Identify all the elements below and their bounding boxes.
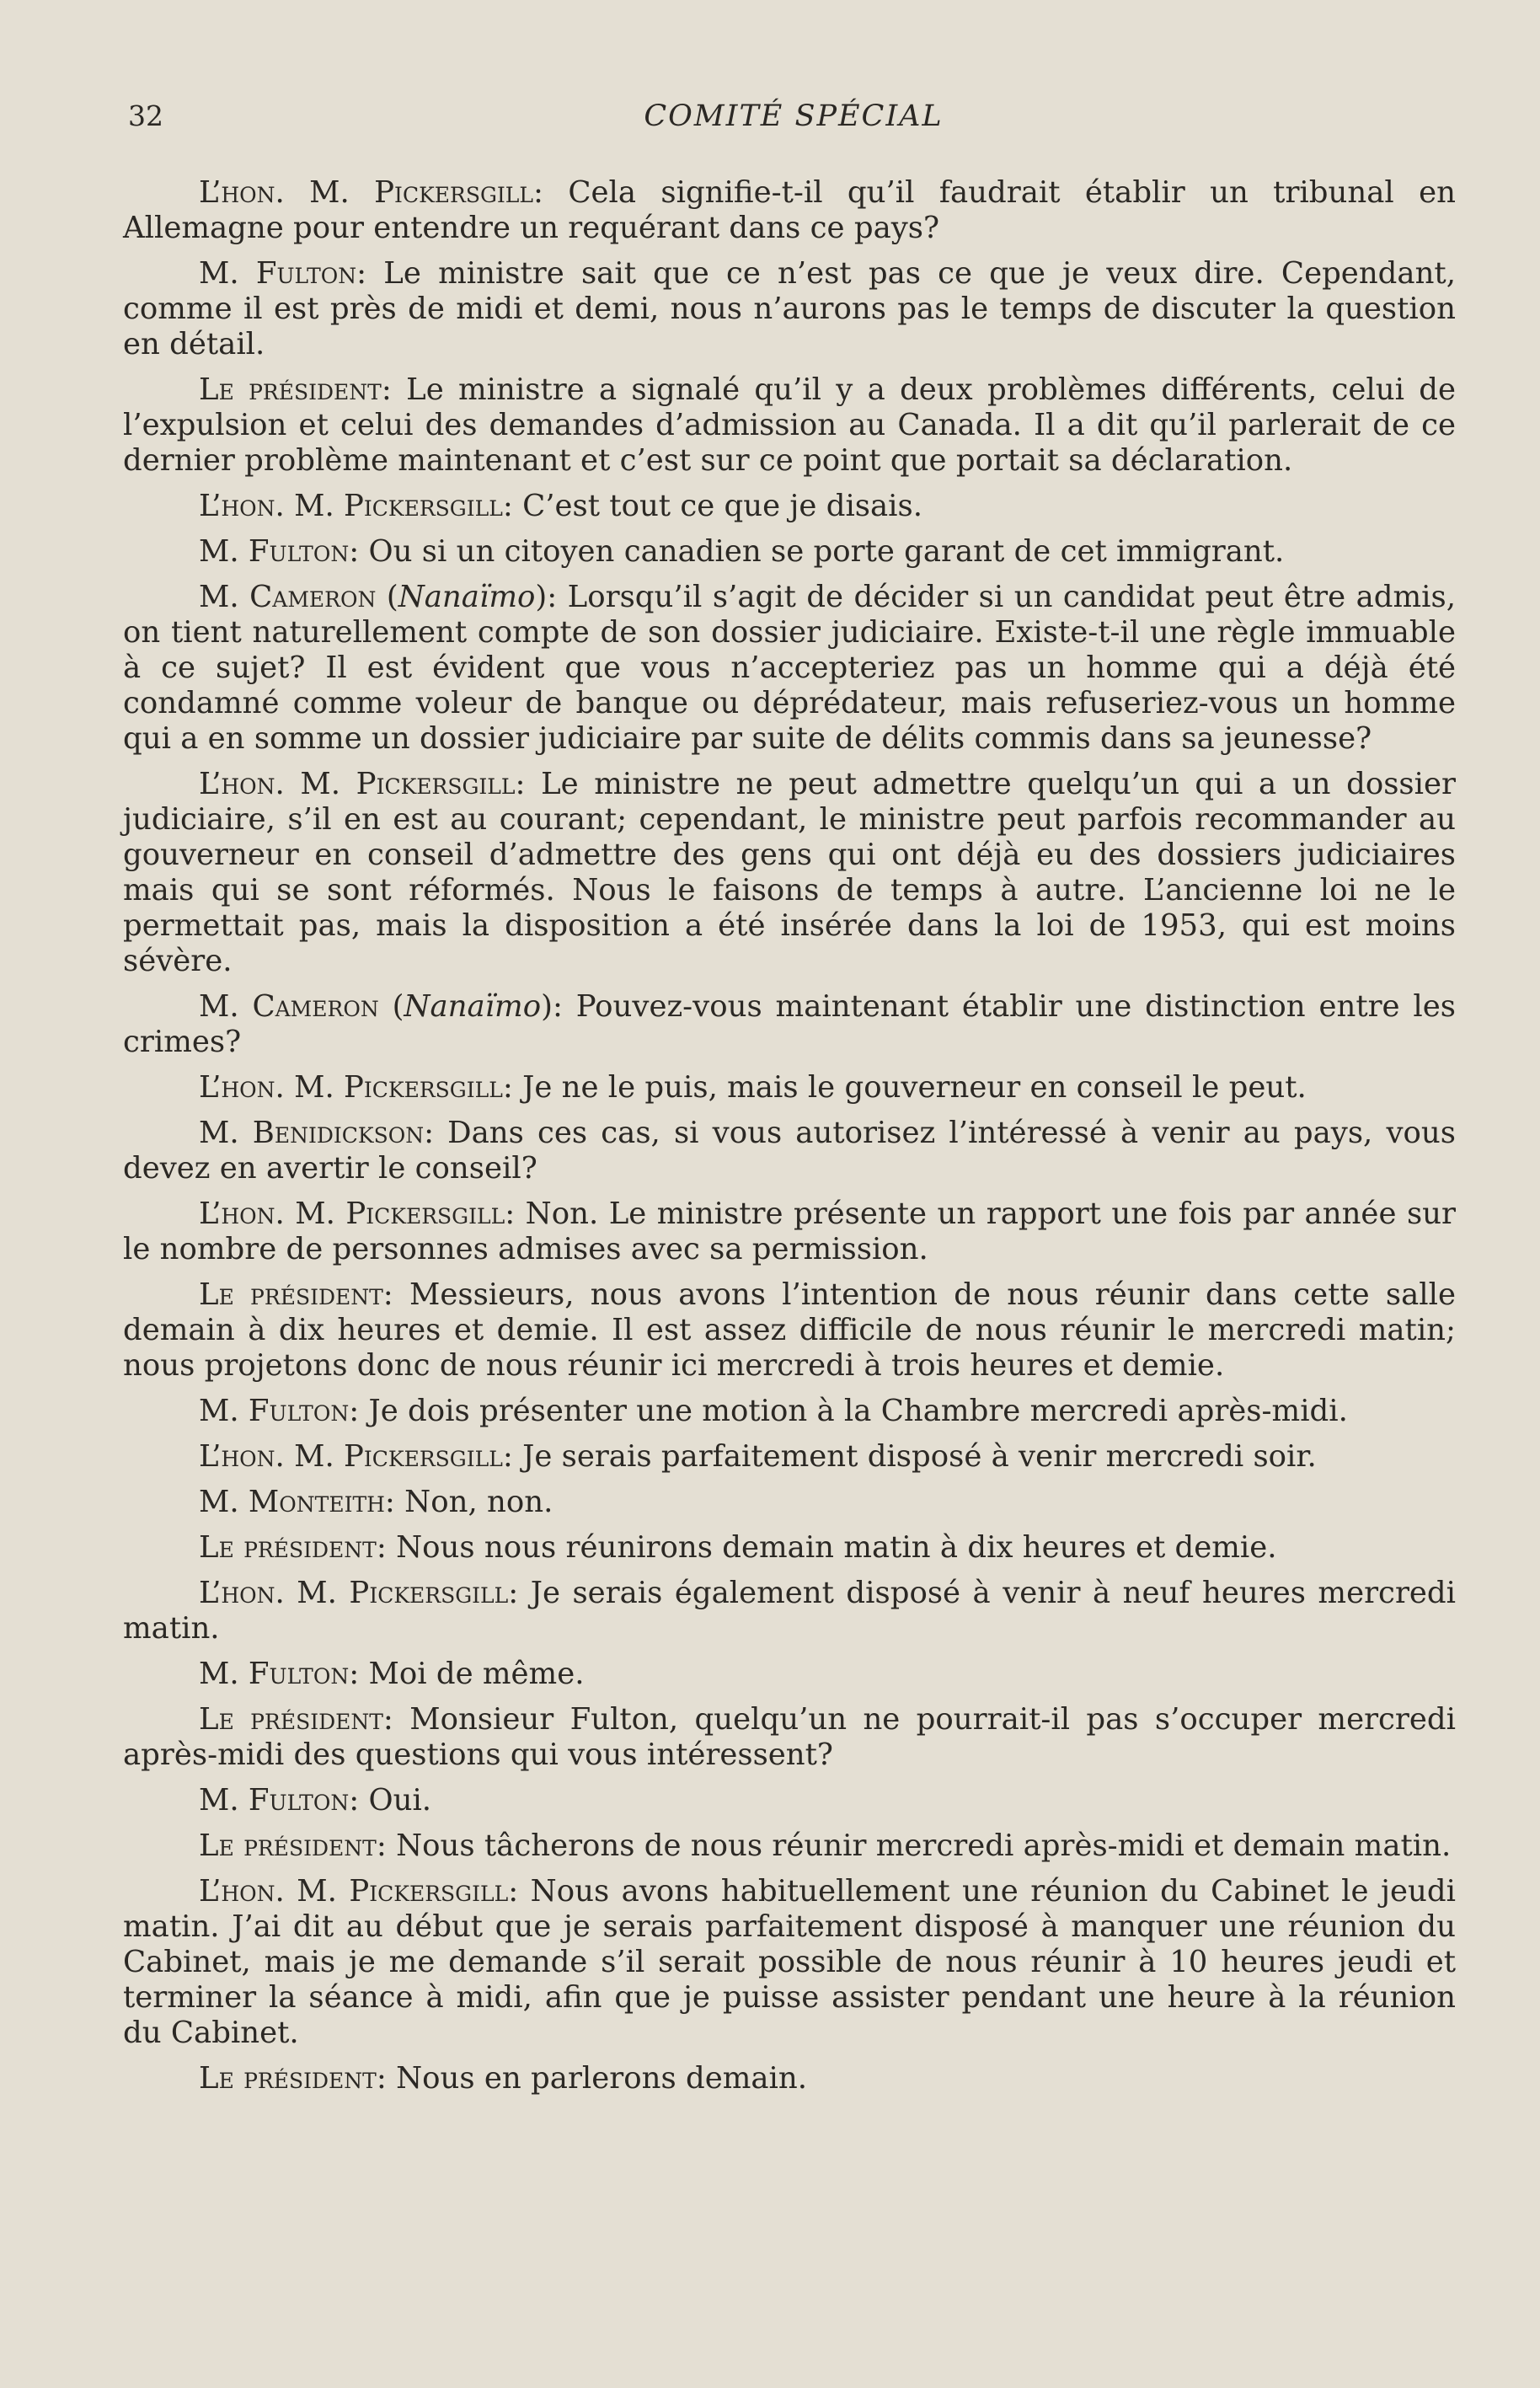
transcript-paragraph — [123, 1439, 1456, 1475]
riding-name: Nanaïmo — [398, 580, 536, 614]
speech-text: Moi de même. — [359, 1657, 585, 1691]
speech-text: Le ministre ne peut admettre quelqu’un qui a un dossier judiciaire, s’il en est au courant; cependant, le ministre peut parfois recommander au gouverneur en conseil d’admettre des gens qui ont déjà eu des dossiers judiciaires mais qui se sont réformés. Nous le faisons de temps à autre. L’ancienne loi ne le permettait pas, mais la disposition a été insérée dans la loi de 1953, qui est moins sévère. — [123, 767, 1456, 978]
speaker-name: L’hon. M. Pickersgill: — [199, 1070, 513, 1105]
speech-text: Messieurs, nous avons l’intention de nous réunir dans cette salle demain à dix heures et demie. Il est assez difficile de nous réunir le mercredi matin; nous projetons donc de nous réunir ici mercredi à trois heures et demie. — [123, 1277, 1457, 1383]
transcript-paragraph: M. Cameron (Nanaïmo): Pouvez-vous maintenant établir une distinction entre les crimes? — [123, 989, 1456, 1059]
speech-text: Cela signifie-t-il qu’il faudrait établir un tribunal en Allemagne pour entendre un requérant dans ce pays? — [123, 175, 1456, 245]
running-title: COMITÉ SPÉCIAL — [644, 99, 944, 133]
speaker-name: L’hon. M. Pickersgill: — [199, 489, 513, 523]
transcript-paragraph — [123, 175, 1456, 246]
speaker-name: M. Cameron — [199, 580, 377, 614]
page-number: 32 — [128, 99, 163, 132]
speaker-name: Le président: — [199, 372, 392, 407]
speaker-name: L’hon. M. Pickersgill: — [199, 1874, 519, 1909]
transcript-paragraph — [123, 1530, 1456, 1566]
speaker-name: L’hon. M. Pickersgill: — [199, 1576, 519, 1610]
speech-text: Nous avons habituellement une réunion du Cabinet le jeudi matin. J’ai dit au début que je serais parfaitement disposé à manquer une réunion du Cabinet, mais je me demande s’il serait possible de nous réunir à 10 heures jeudi et terminer la séance à midi, afin que je puisse assister pendant une heure à la réunion du Cabinet. — [123, 1874, 1456, 2050]
speech-text: Dans ces cas, si vous autorisez l’intéressé à venir au pays, vous devez en avertir le conseil? — [123, 1116, 1456, 1186]
speaker-name: Le président: — [199, 1702, 393, 1737]
speech-text: Je dois présenter une motion à la Chambre mercredi après-midi. — [359, 1394, 1348, 1428]
transcript-paragraph — [123, 1070, 1456, 1106]
speech-text: Nous en parlerons demain. — [386, 2061, 808, 2096]
speaker-name: Le président: — [199, 1828, 387, 1863]
speech-text: Non, non. — [394, 1485, 553, 1519]
speech-text: Oui. — [359, 1783, 432, 1818]
speech-text: Nous tâcherons de nous réunir mercredi après-midi et demain matin. — [386, 1828, 1452, 1863]
transcript-paragraph — [123, 1277, 1456, 1384]
transcript-paragraph — [123, 1485, 1456, 1520]
speaker-name: M. Fulton: — [199, 1657, 360, 1691]
transcript-paragraph: M. Cameron (Nanaïmo): Lorsqu’il s’agit de décider si un candidat peut être admis, on tient naturellement compte de son dossier judiciaire. Existe-t-il une règle immuable à ce sujet? Il est évident que vous n’accepteriez pas un homme qui a déjà été condamné comme voleur de banque ou déprédateur, mais refuseriez-vous un homme qui a en somme un dossier judiciaire par suite de délits commis dans sa jeunesse? — [123, 580, 1456, 756]
speech-text: Le ministre a signalé qu’il y a deux problèmes différents, celui de l’expulsion et celui des demandes d’admission au Canada. Il a dit qu’il parlerait de ce dernier problème maintenant et c’est sur ce point que portait sa déclaration. — [123, 372, 1457, 478]
speech-text: Je serais également disposé à venir à neuf heures mercredi matin. — [123, 1576, 1456, 1646]
transcript-paragraph — [123, 1197, 1456, 1267]
speaker-name: M. Fulton: — [199, 1783, 360, 1818]
speaker-name: M. Fulton: — [199, 534, 360, 569]
transcript-paragraph — [123, 1783, 1456, 1818]
speech-text: C’est tout ce que je disais. — [512, 489, 923, 523]
page-header — [128, 99, 1459, 150]
riding-name: Nanaïmo — [404, 989, 542, 1024]
transcript-paragraph — [123, 489, 1456, 524]
transcript-paragraph — [123, 534, 1456, 570]
speech-text: : Lorsqu’il s’agit de décider si un candidat peut être admis, on tient naturellement compte de son dossier judiciaire. Existe-t-il une règle immuable à ce sujet? Il est évident que vous n’accepteriez pas un homme qui a déjà été condamné comme voleur de banque ou déprédateur, mais refuseriez-vous un homme qui a en somme un dossier judiciaire par suite de délits commis dans sa jeunesse? — [123, 580, 1456, 756]
speech-text: : Pouvez-vous maintenant établir une distinction entre les crimes? — [123, 989, 1456, 1059]
transcript-paragraph — [123, 1576, 1456, 1646]
transcript-paragraph — [123, 1828, 1456, 1864]
speaker-name: M. Fulton: — [199, 1394, 360, 1428]
transcript-paragraph — [123, 1702, 1456, 1773]
speech-text: Le ministre sait que ce n’est pas ce que je veux dire. Cependant, comme il est près de midi et demi, nous n’aurons pas le temps de discuter la question en détail. — [123, 256, 1456, 361]
speech-text: Ou si un citoyen canadien se porte garant de cet immigrant. — [359, 534, 1285, 569]
speech-text: Je serais parfaitement disposé à venir mercredi soir. — [512, 1439, 1317, 1474]
speaker-name: Le président: — [199, 1277, 393, 1312]
speaker-name: L’hon. M. Pickersgill: — [199, 1439, 513, 1474]
transcript-paragraph — [123, 1394, 1456, 1429]
transcript-paragraph — [123, 2061, 1456, 2096]
transcript-paragraph — [123, 1116, 1456, 1186]
transcript-paragraph — [123, 372, 1456, 479]
transcript-paragraph — [123, 1657, 1456, 1692]
speaker-name: Le président: — [199, 1530, 387, 1565]
speaker-name: M. Monteith: — [199, 1485, 395, 1519]
speaker-name: L’hon. M. Pickersgill: — [199, 175, 543, 210]
speech-text: Monsieur Fulton, quelqu’un ne pourrait-il pas s’occuper mercredi après-midi des questions qui vous intéressent? — [123, 1702, 1456, 1772]
speaker-name: M. Fulton: — [199, 256, 367, 291]
speaker-name: M. Cameron — [199, 989, 379, 1024]
speech-text: Non. Le ministre présente un rapport une fois par année sur le nombre de personnes admises avec sa permission. — [123, 1197, 1456, 1266]
speaker-name: L’hon. M. Pickersgill: — [199, 1197, 516, 1231]
speaker-name: M. Benidickson: — [199, 1116, 435, 1150]
speaker-name: L’hon. M. Pickersgill: — [199, 767, 526, 801]
transcript-paragraph — [123, 1874, 1456, 2051]
transcript-body — [123, 175, 1456, 2107]
speech-text: Nous nous réunirons demain matin à dix heures et demie. — [386, 1530, 1277, 1565]
speech-text: Je ne le puis, mais le gouverneur en conseil le peut. — [512, 1070, 1307, 1105]
transcript-paragraph — [123, 256, 1456, 362]
speaker-name: Le président: — [199, 2061, 387, 2096]
transcript-paragraph — [123, 767, 1456, 979]
